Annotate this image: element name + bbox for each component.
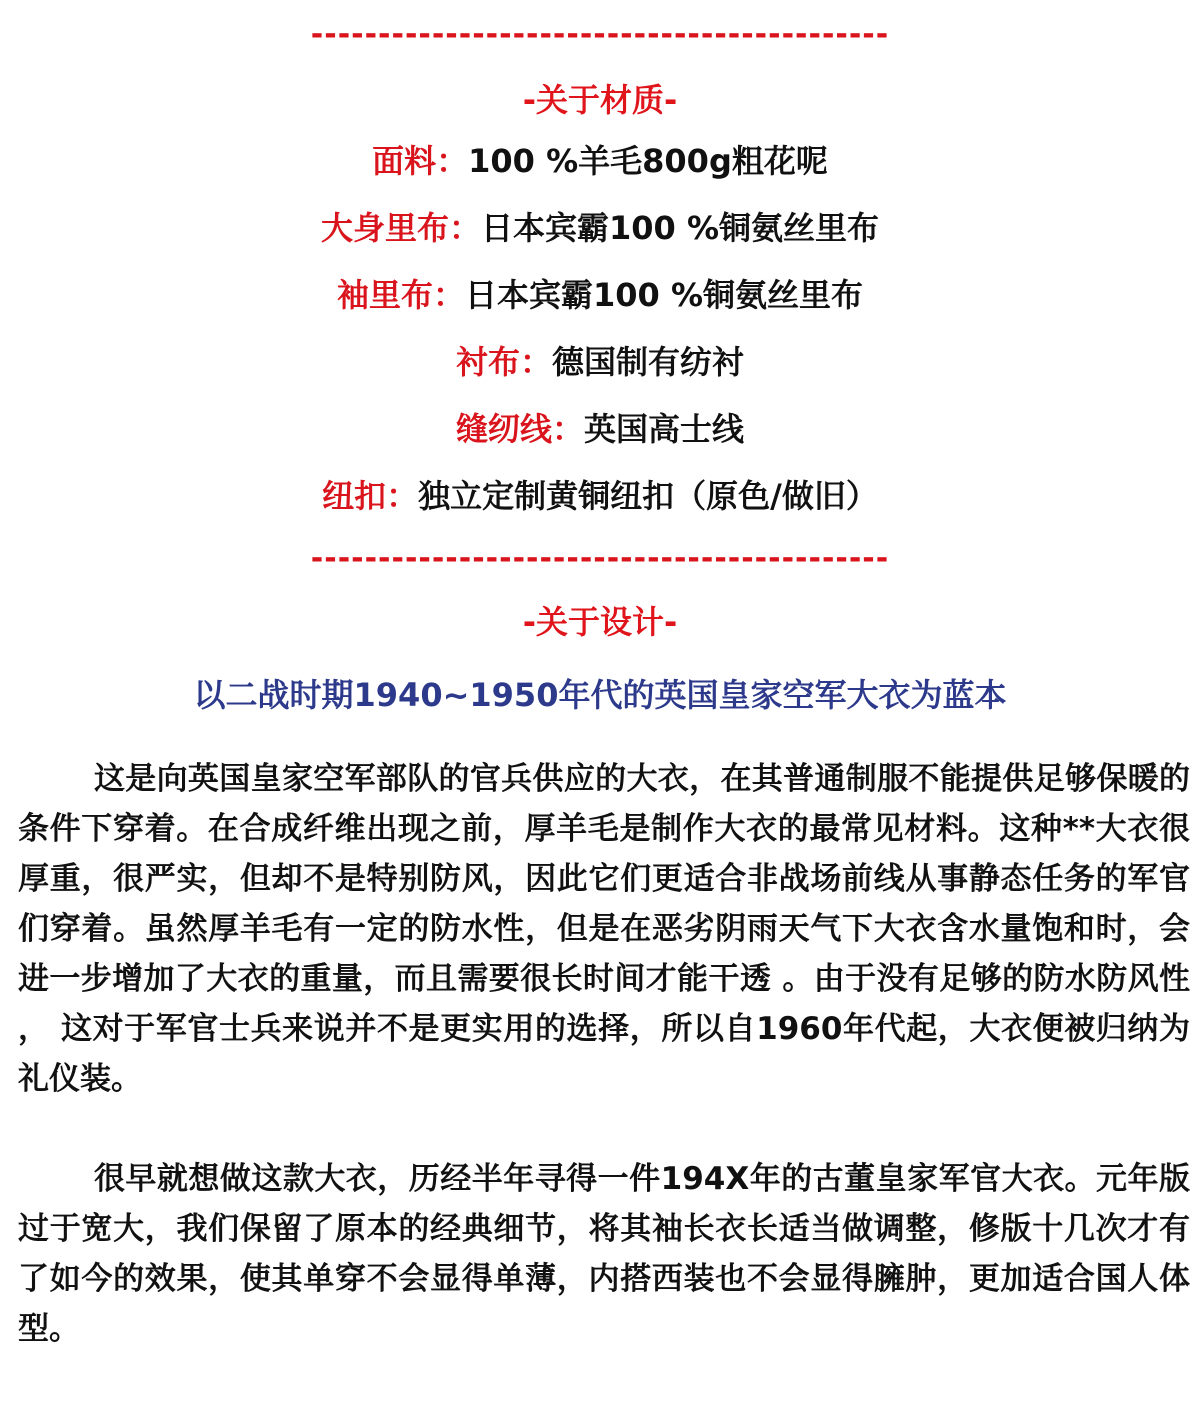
spec-row-body-lining	[0, 195, 1200, 262]
spec-label: 袖里布：	[336, 276, 465, 314]
design-subtitle: 以二战时期1940~1950年代的英国皇家空军大衣为蓝本	[193, 676, 1007, 714]
spec-row-thread	[0, 396, 1200, 463]
spec-row-sleeve-lining	[0, 262, 1200, 329]
spec-value: 100 %羊毛800g粗花呢	[468, 142, 828, 180]
design-section-title: -关于设计-	[522, 603, 678, 641]
page-content	[0, 20, 1200, 1354]
divider-top: -------------------------------------------	[310, 20, 890, 52]
spec-value: 日本宾霸100 %铜氨丝里布	[481, 209, 880, 247]
design-paragraph-history: 这是向英国皇家空军部队的官兵供应的大衣，在其普通制服不能提供足够保暖的条件下穿着。在合成纤维出现之前，厚羊毛是制作大衣的最常见材料。这种**大衣很厚重，很严实，但却不是特别防风，因此它们更适合非战场前线从事静态任务的军官们穿着。虽然厚羊毛有一定的防水性，但是在恶劣阴雨天气下大衣含水量饱和时，会进一步增加了大衣的重量，而且需要很长时间才能干透 。由于没有足够的防水防风性 ， 这对于军官士兵来说并不是更实用的选择，所以自1960年代起，大衣便被归纳为礼仪装。	[18, 761, 1190, 1098]
spec-value: 日本宾霸100 %铜氨丝里布	[465, 276, 864, 314]
spec-label: 面料：	[372, 142, 469, 180]
spec-label: 大身里布：	[320, 209, 481, 247]
spec-label: 缝纫线：	[455, 410, 584, 448]
spec-label: 衬布：	[455, 343, 552, 381]
spec-value: 独立定制黄铜纽扣（原色/做旧）	[418, 477, 878, 515]
spec-row-fabric	[0, 128, 1200, 195]
design-paragraph-story: 很早就想做这款大衣，历经半年寻得一件194X年的古董皇家军官大衣。元年版过于宽大，我们保留了原本的经典细节，将其袖长衣长适当做调整，修版十几次才有了如今的效果，使其单穿不会显得单薄，内搭西装也不会显得臃肿，更加适合国人体型。	[18, 1161, 1190, 1348]
material-spec-list	[0, 128, 1200, 530]
spec-value: 德国制有纺衬	[552, 343, 745, 381]
spec-row-buttons	[0, 463, 1200, 530]
spec-value: 英国高士线	[584, 410, 745, 448]
material-section-title: -关于材质-	[522, 81, 678, 119]
spec-label: 纽扣：	[322, 477, 419, 515]
spec-row-interlining	[0, 329, 1200, 396]
divider-middle: -------------------------------------------	[310, 544, 890, 576]
